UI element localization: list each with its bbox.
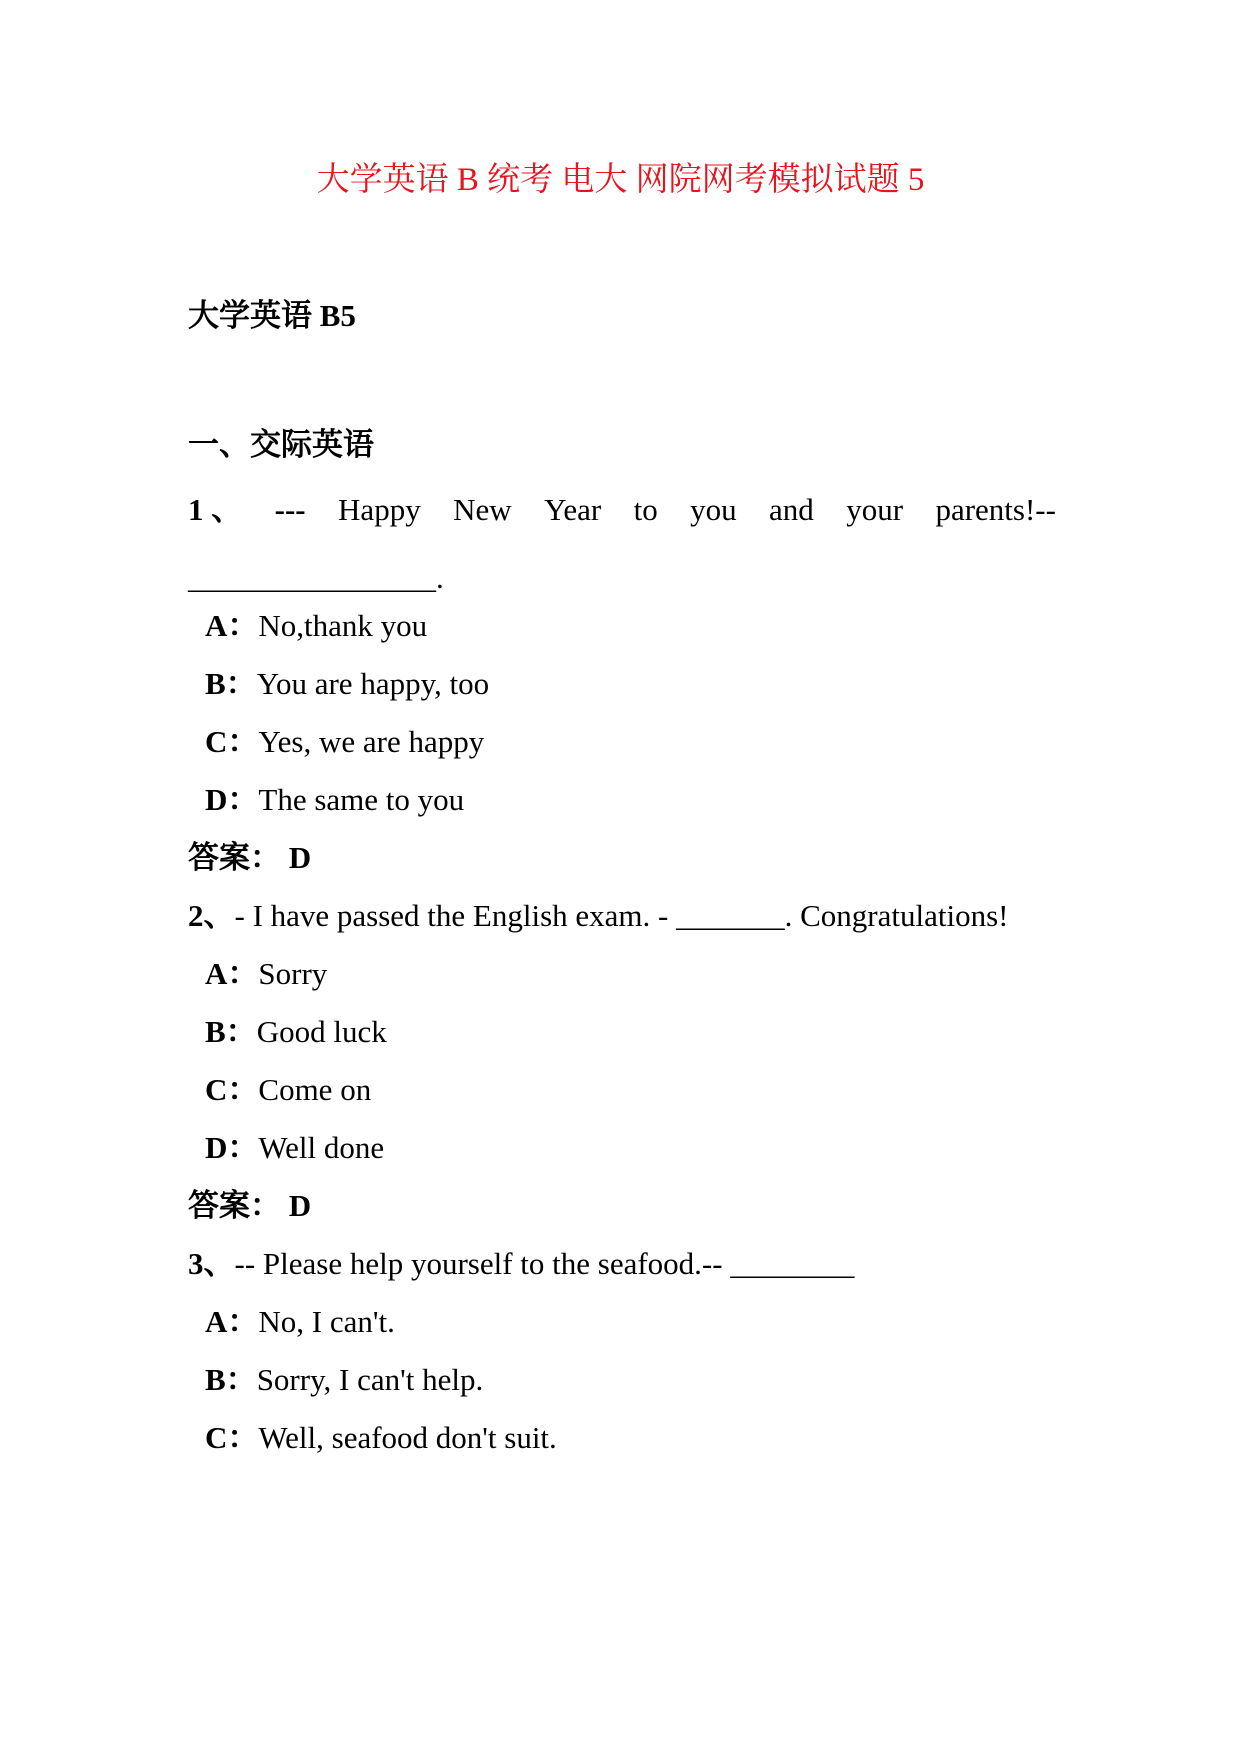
option-d <box>205 1128 384 1168</box>
option-key: C： <box>205 1072 259 1107</box>
option-key: C： <box>205 724 259 759</box>
option-c <box>205 722 484 762</box>
option-a <box>205 1302 395 1342</box>
question-1-blank: ________________. <box>188 560 444 595</box>
option-d <box>205 780 464 820</box>
option-c <box>205 1418 557 1458</box>
option-key: B： <box>205 1014 257 1049</box>
answer-line <box>188 1186 311 1226</box>
question-text: - I have passed the English exam. - _______. Congratulations! <box>234 898 1009 933</box>
option-text: No,thank you <box>258 608 428 643</box>
answer-value: D <box>288 1188 312 1223</box>
option-text: The same to you <box>258 782 465 817</box>
option-key: C： <box>205 1420 259 1455</box>
question-text: -- Please help yourself to the seafood.-- ________ <box>234 1246 855 1281</box>
question-word: to <box>633 492 658 527</box>
option-a <box>205 606 427 646</box>
option-text: Yes, we are happy <box>258 724 485 759</box>
option-a <box>205 954 327 994</box>
option-text: Good luck <box>256 1014 387 1049</box>
option-key: A： <box>205 1304 259 1339</box>
question-1-stem <box>188 490 1056 530</box>
option-key: D： <box>205 1130 259 1165</box>
question-word: Happy <box>338 492 421 527</box>
option-key: A： <box>205 956 259 991</box>
option-text: Sorry <box>258 956 328 991</box>
option-text: You are happy, too <box>256 666 490 701</box>
answer-label: 答案： <box>188 1188 281 1223</box>
option-b <box>205 664 489 704</box>
option-text: Come on <box>258 1072 372 1107</box>
option-text: No, I can't. <box>258 1304 395 1339</box>
question-number: 1 、 <box>188 492 243 527</box>
option-text: Well done <box>258 1130 385 1165</box>
option-c <box>205 1070 371 1110</box>
question-word: you <box>690 492 737 527</box>
question-word: --- <box>274 492 306 527</box>
document-subtitle: 大学英语 B5 <box>188 298 356 333</box>
question-number: 2、 <box>188 898 235 933</box>
option-b <box>205 1360 483 1400</box>
option-key: A： <box>205 608 259 643</box>
option-text: Sorry, I can't help. <box>256 1362 484 1397</box>
section-heading: 一、交际英语 <box>188 427 374 462</box>
option-key: B： <box>205 666 257 701</box>
option-key: B： <box>205 1362 257 1397</box>
question-word: and <box>769 492 814 527</box>
option-b <box>205 1012 387 1052</box>
option-key: D： <box>205 782 259 817</box>
answer-value: D <box>288 840 312 875</box>
question-2-stem <box>188 896 1008 936</box>
question-3-stem <box>188 1244 854 1284</box>
question-word: your <box>846 492 904 527</box>
answer-label: 答案： <box>188 840 281 875</box>
question-word: parents!-- <box>935 492 1056 527</box>
question-number: 3、 <box>188 1246 235 1281</box>
answer-line <box>188 838 311 878</box>
document-title: 大学英语 B 统考 电大 网院网考模拟试题 5 <box>316 162 925 198</box>
question-word: New <box>453 492 512 527</box>
question-word: Year <box>544 492 602 527</box>
option-text: Well, seafood don't suit. <box>258 1420 557 1455</box>
